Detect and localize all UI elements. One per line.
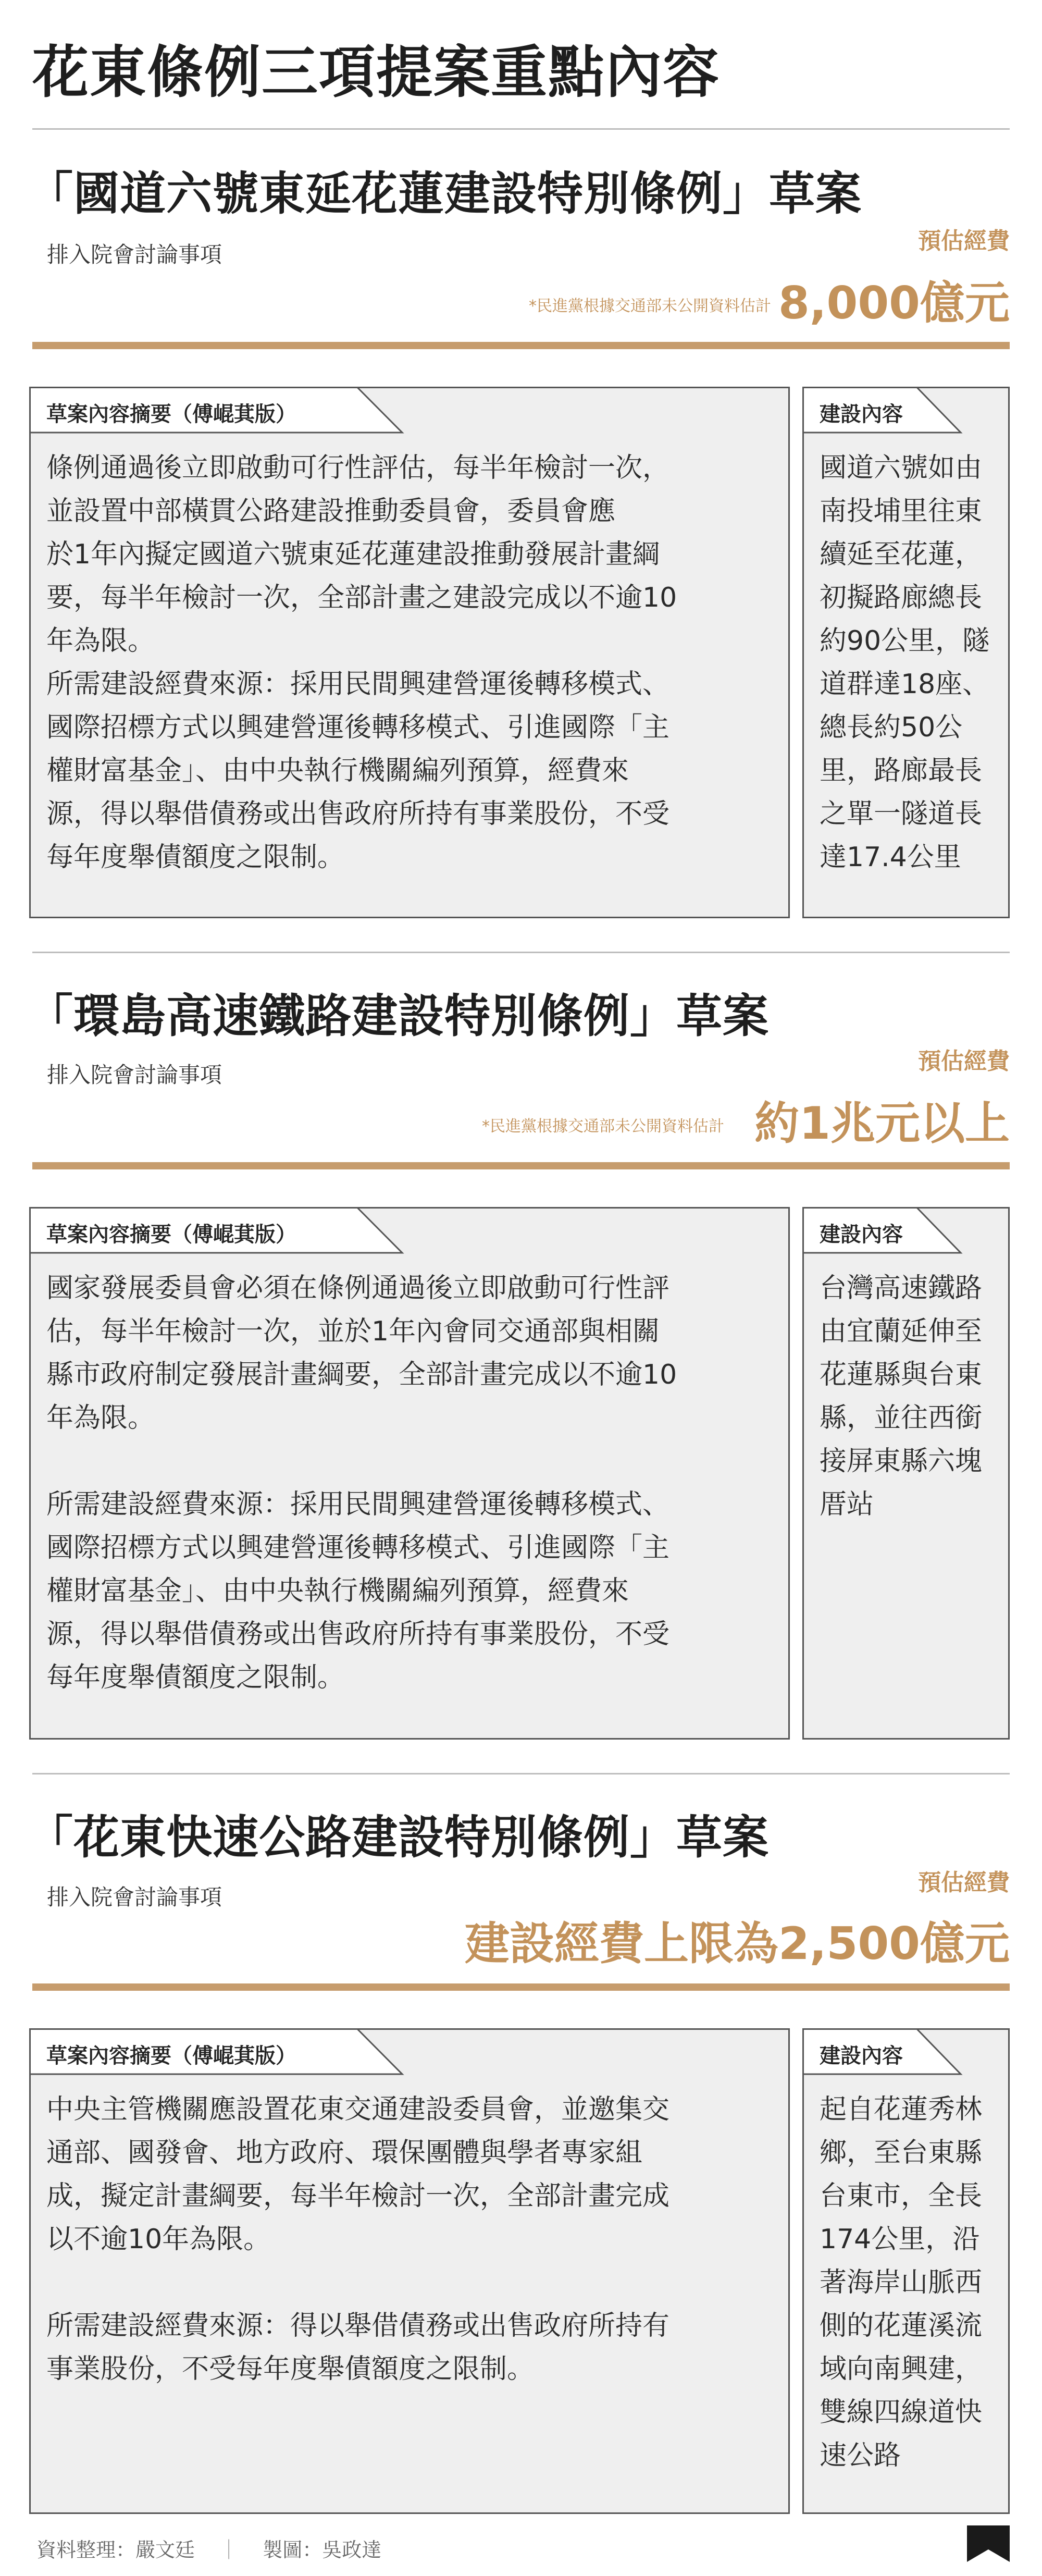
section-2-budget-value: 約1兆元以上	[754, 1098, 1010, 1150]
section-1-title: 「國道六號東延花蓮建設特別條例」草案	[27, 167, 862, 220]
section-3-construction-tab-label: 建設內容	[820, 2044, 903, 2068]
section-2-construction-tab-label: 建設內容	[820, 1223, 903, 1247]
section-1-construction-box	[802, 387, 1010, 918]
section-2-summary-tab-label: 草案內容摘要（傅崐萁版）	[46, 1223, 296, 1247]
section-2-budget-note: *民進黨根據交通部未公開資料估計	[482, 1117, 724, 1136]
section-1-agenda: 排入院會討論事項	[47, 242, 222, 267]
section-1-construction-tab-label: 建設內容	[820, 402, 903, 426]
section-1-budget-label: 預估經費	[918, 228, 1010, 254]
section-1-gold-divider	[32, 342, 1010, 349]
section-3-summary-tab-label: 草案內容摘要（傅崐萁版）	[46, 2044, 296, 2068]
section-2-title: 「環島高速鐵路建設特別條例」草案	[27, 989, 770, 1043]
section-2-end-divider	[32, 1773, 1010, 1774]
section-2-agenda: 排入院會討論事項	[47, 1062, 222, 1088]
section-2-summary-text: 國家發展委員會必須在條例通過後立即啟動可行性評 估，每半年檢討一次，並於1年內會同交通部與相關 縣市政府制定發展計畫綱要，全部計畫完成以不逾10 年為限。 所需建設經費來源：採用民間興建營運後轉移模式、 國際招標方式以興建營運後轉移模式、引進國際「主 權財富基金」、由中央執行機關編列預算，經費來 源，得以舉借債務或出售政府所持有事業股份，不受 每年度舉債額度之限制。	[46, 1273, 677, 1693]
section-1-construction-text: 國道六號如由 南投埔里往東 續延至花蓮， 初擬路廊總長 約90公里，隧 道群達18座、 總長約50公 里，路廊最長 之單一隧道長 達17.4公里	[820, 452, 990, 873]
section-3-construction-text: 起自花蓮秀林 鄉，至台東縣 台東市，全長 174公里，沿 著海岸山脈西 側的花蓮溪流 域向南興建， 雙線四線道快 速公路	[820, 2094, 983, 2471]
section-1-budget-value: 8,000億元	[778, 277, 1010, 329]
footer-data-credit: 資料整理：嚴文廷	[36, 2538, 195, 2561]
footer-credits	[36, 2534, 381, 2562]
title-divider	[32, 128, 1010, 130]
section-2-construction-text: 台灣高速鐵路 由宜蘭延伸至 花蓮縣與台東 縣，並往西銜 接屏東縣六塊 厝站	[820, 1273, 983, 1520]
section-2-gold-divider	[32, 1162, 1010, 1169]
footer-separator: ｜	[219, 2538, 239, 2561]
section-2-budget-label: 預估經費	[918, 1048, 1010, 1075]
section-3-construction-box	[802, 2028, 1010, 2514]
footer-graphic-credit: 製圖：吳政達	[263, 2538, 382, 2561]
section-1-summary-text: 條例通過後立即啟動可行性評估，每半年檢討一次， 並設置中部橫貫公路建設推動委員會，委員會應 於1年內擬定國道六號東延花蓮建設推動發展計畫綱 要，每半年檢討一次，全部計畫之建設完成以不逾10 年為限。 所需建設經費來源：採用民間興建營運後轉移模式、 國際招標方式以興建營運後轉移模式、引進國際「主 權財富基金」、由中央執行機關編列預算，經費來 源，得以舉借債務或出售政府所持有事業股份，不受 每年度舉債額度之限制。	[46, 452, 677, 873]
bookmark-logo-icon	[967, 2525, 1010, 2562]
section-2-construction-box	[802, 1207, 1010, 1740]
section-3-gold-divider	[32, 1983, 1010, 1991]
section-1-budget-note: *民進黨根據交通部未公開資料估計	[529, 297, 771, 315]
section-2-summary-box	[29, 1207, 790, 1740]
section-1-end-divider	[32, 952, 1010, 953]
section-3-budget-value: 建設經費上限為2,500億元	[464, 1918, 1010, 1970]
section-3-summary-box	[29, 2028, 790, 2514]
section-3-agenda: 排入院會討論事項	[47, 1884, 222, 1910]
section-3-budget-label: 預估經費	[918, 1869, 1010, 1896]
section-1-summary-box	[29, 387, 790, 918]
section-3-title: 「花東快速公路建設特別條例」草案	[27, 1810, 770, 1864]
page-title: 花東條例三項提案重點內容	[32, 40, 721, 105]
section-1-summary-tab-label: 草案內容摘要（傅崐萁版）	[46, 402, 296, 426]
section-3-summary-text: 中央主管機關應設置花東交通建設委員會，並邀集交 通部、國發會、地方政府、環保團體與學者專家組 成，擬定計畫綱要，每半年檢討一次，全部計畫完成 以不逾10年為限。 所需建設經費來源：得以舉借債務或出售政府所持有 事業股份，不受每年度舉債額度之限制。	[46, 2094, 670, 2385]
